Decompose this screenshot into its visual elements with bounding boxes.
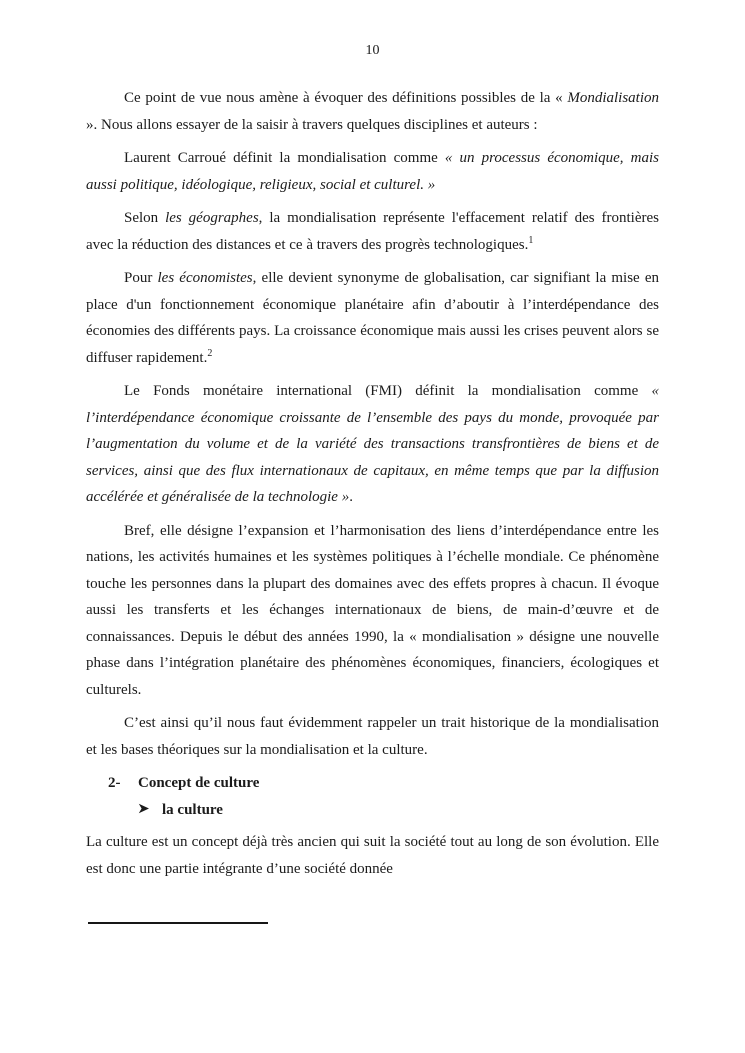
body-text: La culture est un concept déjà très ancien qui suit la société tout au long de son évolution. Elle est donc une partie intégrante d’une société donnée: [86, 834, 659, 877]
body-text: C’est ainsi qu’il nous faut évidemment rappeler un trait historique de la mondialisation et les bases théoriques sur la mondialisation et la culture.: [86, 715, 659, 758]
bullet-item: [138, 797, 659, 824]
paragraph: [86, 518, 659, 704]
paragraph: [86, 145, 659, 198]
page-number: 10: [365, 43, 380, 58]
paragraph: [86, 205, 659, 258]
footnote-reference: 2: [207, 347, 213, 359]
paragraph: [86, 378, 659, 511]
italic-text: Mondialisation: [567, 90, 659, 106]
body-text: Laurent Carroué définit la mondialisation comme: [124, 150, 445, 166]
paragraph: [86, 85, 659, 138]
paragraph: [86, 265, 659, 371]
italic-text: « l’interdépendance économique croissante de l’ensemble des pays du monde, provoquée par l’augmentation du volume et de la variété des transactions transfrontières de biens et de services, ainsi que des flux internationaux de capitaux, en même temps que par la diffusion accélérée et généralisée de la technologie »: [86, 383, 659, 505]
body-text: Selon: [124, 210, 166, 226]
body-text: Ce point de vue nous amène à évoquer des définitions possibles de la «: [124, 90, 568, 106]
body-text: Pour: [124, 270, 158, 286]
bullet-label: la culture: [162, 801, 223, 818]
italic-text: les économistes: [157, 270, 253, 286]
italic-text: « un processus économique, mais aussi politique, idéologique, religieux, social et culturel. »: [86, 150, 659, 193]
body-text: ». Nous allons essayer de la saisir à travers quelques disciplines et auteurs :: [86, 116, 538, 133]
body-text: .: [349, 489, 353, 505]
body-text: , la mondialisation représente l'effacement relatif des frontières avec la réduction des distances et ce à travers des progrès technologiques.: [86, 210, 659, 253]
section-title: Concept de culture: [138, 775, 260, 791]
body-text: Bref, elle désigne l’expansion et l’harmonisation des liens d’interdépendance entre les nations, les activités humaines et les systèmes politiques à l’échelle mondiale. Ce phénomène touche les personnes dans la plupart des domaines avec des effets propres à chacun. Il évoque aussi les transferts et les échanges internationaux de biens, de main-d’œuvre et de connaissances. Depuis le début des années 1990, la « mondialisation » désigne une nouvelle phase dans l’intégration planétaire des phénomènes économiques, financiers, écologiques et culturels.: [86, 522, 659, 698]
footnote-separator: [88, 922, 268, 924]
section-number: 2-: [108, 775, 121, 791]
section-heading: [108, 770, 659, 797]
body-text: Le Fonds monétaire international (FMI) définit la mondialisation comme: [124, 383, 652, 399]
content-blocks: [86, 85, 659, 882]
paragraph: [86, 710, 659, 763]
paragraph: [86, 829, 659, 882]
body-text: , elle devient synonyme de globalisation, car signifiant la mise en place d'un fonctionnement économique planétaire afin d’aboutir à l’interdépendance des économies des différents pays. La croissance économique mais aussi les crises peuvent alors se diffuser rapidement.: [86, 270, 660, 366]
arrowhead-right-icon: [138, 803, 162, 814]
italic-text: les géographes: [165, 210, 259, 226]
footnote-reference: 1: [528, 234, 534, 246]
